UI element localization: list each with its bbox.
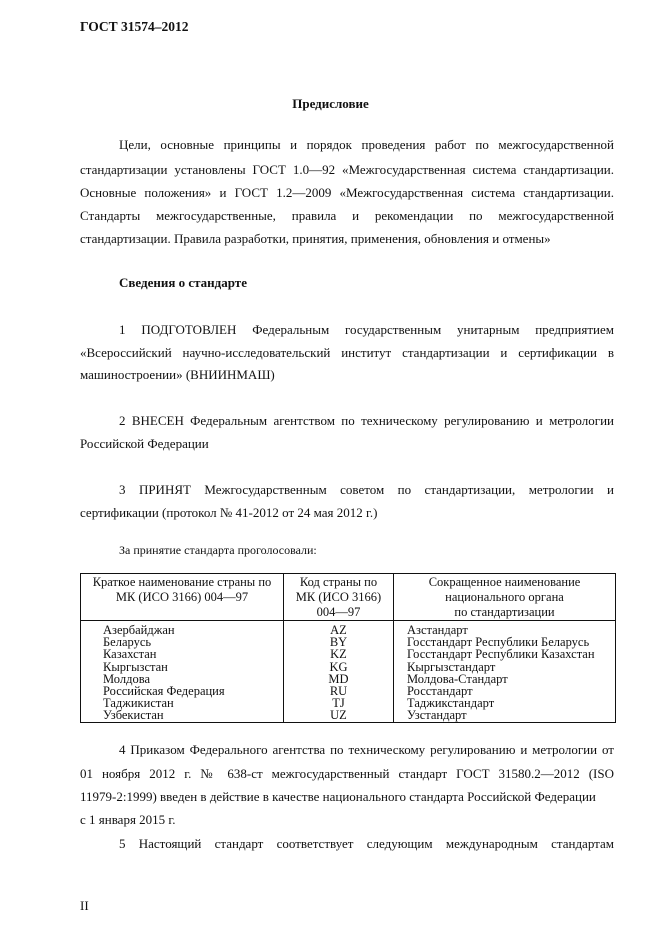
body-cell: Азстандарт: [394, 621, 616, 637]
header-line: Код страны по: [299, 575, 378, 589]
table-row: [81, 648, 616, 660]
header-code: [284, 574, 394, 621]
item1-line: «Всероссийский научно-исследовательский институт стандартизации и сертификации в: [80, 345, 614, 360]
header-line: МК (ИСО 3166): [295, 590, 382, 604]
item3-line: сертификации (протокол № 41-2012 от 24 мая 2012 г.): [80, 505, 378, 520]
body-cell: Госстандарт Республики Казахстан: [394, 648, 616, 660]
header-line: МК (ИСО 3166) 004—97: [115, 590, 249, 604]
item1-line: машиностроении» (ВНИИНМАШ): [80, 367, 275, 382]
body-cell: Госстандарт Республики Беларусь: [394, 636, 616, 648]
vote-caption: За принятие стандарта проголосовали:: [119, 543, 317, 557]
voting-table: [80, 573, 616, 723]
item5-line: 5 Настоящий стандарт соответствует следующим международным стандартам: [119, 836, 614, 851]
preface-line: стандартизации установлены ГОСТ 1.0—92 «Межгосударственная система стандартизации.: [80, 162, 614, 177]
table-header-row: [81, 574, 616, 621]
item4-line: 11979-2:1999) введен в действие в качестве национального стандарта Российской Федерации: [80, 789, 596, 804]
item4-line: с 1 января 2015 г.: [80, 812, 176, 827]
header-body: [394, 574, 616, 621]
country-cell: Молдова: [81, 673, 284, 685]
body-cell: Молдова-Стандарт: [394, 673, 616, 685]
body-cell: Кыргызстандарт: [394, 661, 616, 673]
country-cell: Российская Федерация: [81, 685, 284, 697]
country-cell: Кыргызстан: [81, 661, 284, 673]
code-cell: KG: [284, 661, 394, 673]
header-country: [81, 574, 284, 621]
table-row: [81, 661, 616, 673]
code-cell: TJ: [284, 697, 394, 709]
code-cell: RU: [284, 685, 394, 697]
body-cell: Узстандарт: [394, 709, 616, 722]
preface-line: Цели, основные принципы и порядок проведения работ по межгосударственной: [119, 137, 614, 152]
header-line: 004—97: [316, 605, 361, 619]
item3-line: 3 ПРИНЯТ Межгосударственным советом по стандартизации, метрологии и: [119, 482, 614, 497]
country-cell: Беларусь: [81, 636, 284, 648]
code-cell: KZ: [284, 648, 394, 660]
document-header: ГОСТ 31574–2012: [80, 19, 189, 34]
item4-line: 4 Приказом Федерального агентства по техническому регулированию и метрологии от: [119, 742, 614, 757]
country-cell: Узбекистан: [81, 709, 284, 722]
header-line: Сокращенное наименование: [428, 575, 581, 589]
country-cell: Азербайджан: [81, 621, 284, 637]
item4-line: 01 ноября 2012 г. № 638-ст межгосударственный стандарт ГОСТ 31580.2—2012 (ISO: [80, 766, 614, 781]
page-number: II: [80, 898, 89, 913]
header-line: по стандартизации: [454, 605, 555, 619]
item2-line: 2 ВНЕСЕН Федеральным агентством по техническому регулированию и метрологии: [119, 413, 614, 428]
header-line: национального органа: [445, 590, 564, 604]
code-cell: UZ: [284, 709, 394, 722]
code-cell: AZ: [284, 621, 394, 637]
table-row: [81, 621, 616, 637]
code-cell: BY: [284, 636, 394, 648]
item2-line: Российской Федерации: [80, 436, 209, 451]
country-cell: Таджикистан: [81, 697, 284, 709]
body-cell: Таджикстандарт: [394, 697, 616, 709]
preface-line: Основные положения» и ГОСТ 1.2—2009 «Межгосударственная система стандартизации.: [80, 185, 614, 200]
preface-line: Стандарты межгосударственные, правила и рекомендации по межгосударственной: [80, 208, 614, 223]
preface-line: стандартизации. Правила разработки, принятия, применения, обновления и отмены»: [80, 231, 551, 246]
section-title: Предисловие: [292, 96, 369, 111]
table-row: [81, 709, 616, 722]
header-line: Краткое наименование страны по: [92, 575, 272, 589]
code-cell: MD: [284, 673, 394, 685]
item1-line: 1 ПОДГОТОВЛЕН Федеральным государственным унитарным предприятием: [119, 322, 614, 337]
body-cell: Росстандарт: [394, 685, 616, 697]
info-heading: Сведения о стандарте: [119, 275, 247, 290]
country-cell: Казахстан: [81, 648, 284, 660]
